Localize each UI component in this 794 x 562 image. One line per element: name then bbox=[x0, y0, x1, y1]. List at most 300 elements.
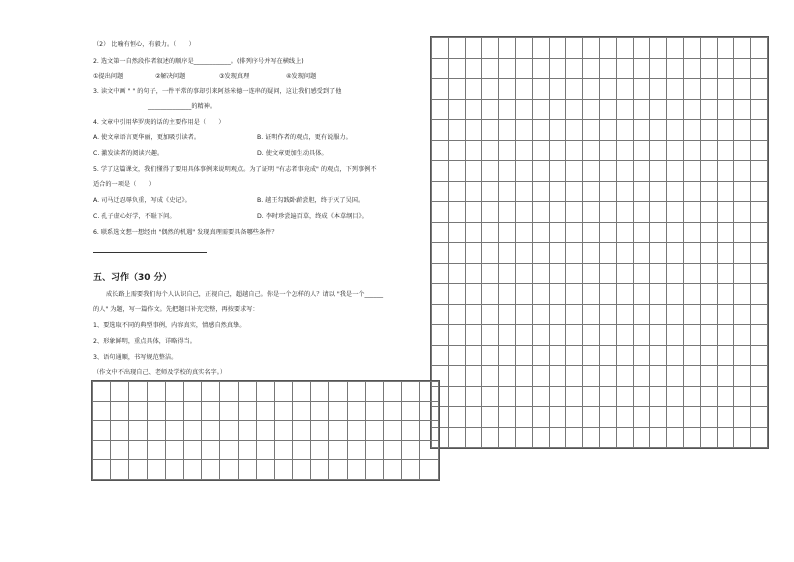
grid-cell[interactable] bbox=[650, 304, 667, 325]
grid-cell[interactable] bbox=[499, 284, 516, 305]
grid-cell[interactable] bbox=[717, 120, 734, 141]
grid-cell[interactable] bbox=[633, 304, 650, 325]
grid-cell[interactable] bbox=[751, 407, 768, 428]
grid-cell[interactable] bbox=[751, 284, 768, 305]
grid-cell[interactable] bbox=[650, 222, 667, 243]
grid-cell[interactable] bbox=[700, 325, 717, 346]
grid-cell[interactable] bbox=[465, 366, 482, 387]
grid-cell[interactable] bbox=[329, 440, 347, 460]
grid-cell[interactable] bbox=[402, 401, 420, 421]
grid-cell[interactable] bbox=[448, 120, 465, 141]
grid-cell[interactable] bbox=[384, 401, 402, 421]
grid-cell[interactable] bbox=[499, 202, 516, 223]
grid-cell[interactable] bbox=[751, 325, 768, 346]
grid-cell[interactable] bbox=[482, 366, 499, 387]
grid-cell[interactable] bbox=[482, 222, 499, 243]
grid-cell[interactable] bbox=[599, 79, 616, 100]
grid-cell[interactable] bbox=[700, 263, 717, 284]
grid-cell[interactable] bbox=[482, 58, 499, 79]
grid-cell[interactable] bbox=[583, 140, 600, 161]
grid-cell[interactable] bbox=[683, 325, 700, 346]
grid-cell[interactable] bbox=[650, 284, 667, 305]
grid-cell[interactable] bbox=[311, 421, 329, 441]
grid-cell[interactable] bbox=[432, 120, 449, 141]
grid-cell[interactable] bbox=[515, 58, 532, 79]
grid-cell[interactable] bbox=[202, 421, 220, 441]
grid-cell[interactable] bbox=[432, 99, 449, 120]
grid-cell[interactable] bbox=[633, 181, 650, 202]
grid-cell[interactable] bbox=[616, 284, 633, 305]
grid-cell[interactable] bbox=[329, 460, 347, 480]
grid-cell[interactable] bbox=[347, 440, 365, 460]
grid-cell[interactable] bbox=[515, 222, 532, 243]
grid-cell[interactable] bbox=[599, 263, 616, 284]
grid-cell[interactable] bbox=[238, 421, 256, 441]
grid-cell[interactable] bbox=[448, 325, 465, 346]
grid-cell[interactable] bbox=[717, 202, 734, 223]
grid-cell[interactable] bbox=[683, 202, 700, 223]
grid-cell[interactable] bbox=[650, 161, 667, 182]
grid-cell[interactable] bbox=[599, 386, 616, 407]
grid-cell[interactable] bbox=[616, 386, 633, 407]
grid-cell[interactable] bbox=[667, 202, 684, 223]
grid-cell[interactable] bbox=[633, 386, 650, 407]
grid-cell[interactable] bbox=[220, 382, 238, 402]
grid-cell[interactable] bbox=[165, 421, 183, 441]
grid-cell[interactable] bbox=[465, 79, 482, 100]
grid-cell[interactable] bbox=[515, 284, 532, 305]
grid-cell[interactable] bbox=[220, 401, 238, 421]
grid-cell[interactable] bbox=[700, 427, 717, 448]
grid-cell[interactable] bbox=[566, 79, 583, 100]
grid-cell[interactable] bbox=[238, 401, 256, 421]
grid-cell[interactable] bbox=[465, 427, 482, 448]
grid-cell[interactable] bbox=[751, 120, 768, 141]
grid-cell[interactable] bbox=[220, 421, 238, 441]
grid-cell[interactable] bbox=[465, 161, 482, 182]
grid-cell[interactable] bbox=[183, 421, 201, 441]
grid-cell[interactable] bbox=[532, 120, 549, 141]
grid-cell[interactable] bbox=[515, 366, 532, 387]
grid-cell[interactable] bbox=[293, 382, 311, 402]
grid-cell[interactable] bbox=[616, 161, 633, 182]
grid-cell[interactable] bbox=[499, 79, 516, 100]
grid-cell[interactable] bbox=[311, 460, 329, 480]
grid-cell[interactable] bbox=[616, 366, 633, 387]
grid-cell[interactable] bbox=[717, 99, 734, 120]
grid-cell[interactable] bbox=[633, 79, 650, 100]
grid-cell[interactable] bbox=[499, 243, 516, 264]
grid-cell[interactable] bbox=[274, 401, 292, 421]
grid-cell[interactable] bbox=[549, 304, 566, 325]
grid-cell[interactable] bbox=[599, 140, 616, 161]
grid-cell[interactable] bbox=[532, 284, 549, 305]
grid-cell[interactable] bbox=[751, 38, 768, 59]
grid-cell[interactable] bbox=[365, 382, 383, 402]
grid-cell[interactable] bbox=[616, 38, 633, 59]
grid-cell[interactable] bbox=[633, 284, 650, 305]
grid-cell[interactable] bbox=[700, 161, 717, 182]
grid-cell[interactable] bbox=[347, 401, 365, 421]
grid-cell[interactable] bbox=[183, 460, 201, 480]
grid-cell[interactable] bbox=[734, 366, 751, 387]
grid-cell[interactable] bbox=[700, 243, 717, 264]
grid-cell[interactable] bbox=[432, 304, 449, 325]
grid-cell[interactable] bbox=[499, 38, 516, 59]
grid-cell[interactable] bbox=[751, 345, 768, 366]
grid-cell[interactable] bbox=[147, 382, 165, 402]
grid-cell[interactable] bbox=[583, 386, 600, 407]
grid-cell[interactable] bbox=[566, 202, 583, 223]
grid-cell[interactable] bbox=[448, 366, 465, 387]
grid-cell[interactable] bbox=[633, 161, 650, 182]
grid-cell[interactable] bbox=[448, 222, 465, 243]
grid-cell[interactable] bbox=[667, 284, 684, 305]
grid-cell[interactable] bbox=[650, 120, 667, 141]
grid-cell[interactable] bbox=[717, 243, 734, 264]
grid-cell[interactable] bbox=[482, 325, 499, 346]
grid-cell[interactable] bbox=[482, 181, 499, 202]
grid-cell[interactable] bbox=[566, 243, 583, 264]
grid-cell[interactable] bbox=[465, 140, 482, 161]
grid-cell[interactable] bbox=[583, 304, 600, 325]
grid-cell[interactable] bbox=[147, 401, 165, 421]
grid-cell[interactable] bbox=[147, 460, 165, 480]
grid-cell[interactable] bbox=[650, 243, 667, 264]
grid-cell[interactable] bbox=[448, 304, 465, 325]
grid-cell[interactable] bbox=[532, 427, 549, 448]
grid-cell[interactable] bbox=[633, 325, 650, 346]
grid-cell[interactable] bbox=[599, 120, 616, 141]
grid-cell[interactable] bbox=[420, 440, 438, 460]
grid-cell[interactable] bbox=[616, 325, 633, 346]
grid-cell[interactable] bbox=[465, 407, 482, 428]
grid-cell[interactable] bbox=[532, 222, 549, 243]
grid-cell[interactable] bbox=[599, 58, 616, 79]
grid-cell[interactable] bbox=[532, 79, 549, 100]
grid-cell[interactable] bbox=[734, 263, 751, 284]
grid-cell[interactable] bbox=[183, 382, 201, 402]
grid-cell[interactable] bbox=[667, 345, 684, 366]
grid-cell[interactable] bbox=[650, 345, 667, 366]
grid-cell[interactable] bbox=[499, 263, 516, 284]
grid-cell[interactable] bbox=[650, 99, 667, 120]
grid-cell[interactable] bbox=[202, 401, 220, 421]
grid-cell[interactable] bbox=[700, 120, 717, 141]
grid-cell[interactable] bbox=[365, 401, 383, 421]
grid-cell[interactable] bbox=[566, 325, 583, 346]
grid-cell[interactable] bbox=[347, 421, 365, 441]
grid-cell[interactable] bbox=[111, 382, 129, 402]
grid-cell[interactable] bbox=[420, 401, 438, 421]
grid-cell[interactable] bbox=[220, 440, 238, 460]
grid-cell[interactable] bbox=[717, 38, 734, 59]
grid-cell[interactable] bbox=[734, 243, 751, 264]
grid-cell[interactable] bbox=[599, 427, 616, 448]
grid-cell[interactable] bbox=[700, 181, 717, 202]
grid-cell[interactable] bbox=[549, 366, 566, 387]
grid-cell[interactable] bbox=[448, 79, 465, 100]
grid-cell[interactable] bbox=[751, 304, 768, 325]
grid-cell[interactable] bbox=[734, 345, 751, 366]
answer-line[interactable] bbox=[93, 252, 207, 253]
grid-cell[interactable] bbox=[633, 99, 650, 120]
grid-cell[interactable] bbox=[515, 263, 532, 284]
grid-cell[interactable] bbox=[93, 421, 111, 441]
grid-cell[interactable] bbox=[583, 366, 600, 387]
grid-cell[interactable] bbox=[549, 79, 566, 100]
grid-cell[interactable] bbox=[499, 304, 516, 325]
grid-cell[interactable] bbox=[683, 284, 700, 305]
grid-cell[interactable] bbox=[700, 38, 717, 59]
grid-cell[interactable] bbox=[549, 222, 566, 243]
grid-cell[interactable] bbox=[274, 382, 292, 402]
grid-cell[interactable] bbox=[93, 382, 111, 402]
grid-cell[interactable] bbox=[683, 222, 700, 243]
grid-cell[interactable] bbox=[734, 38, 751, 59]
grid-cell[interactable] bbox=[616, 79, 633, 100]
grid-cell[interactable] bbox=[683, 58, 700, 79]
grid-cell[interactable] bbox=[482, 38, 499, 59]
grid-cell[interactable] bbox=[683, 38, 700, 59]
grid-cell[interactable] bbox=[274, 460, 292, 480]
grid-cell[interactable] bbox=[751, 366, 768, 387]
grid-cell[interactable] bbox=[515, 161, 532, 182]
grid-cell[interactable] bbox=[465, 325, 482, 346]
grid-cell[interactable] bbox=[566, 161, 583, 182]
grid-cell[interactable] bbox=[751, 222, 768, 243]
grid-cell[interactable] bbox=[751, 161, 768, 182]
grid-cell[interactable] bbox=[499, 325, 516, 346]
grid-cell[interactable] bbox=[549, 140, 566, 161]
grid-cell[interactable] bbox=[515, 202, 532, 223]
grid-cell[interactable] bbox=[700, 140, 717, 161]
grid-cell[interactable] bbox=[566, 58, 583, 79]
grid-cell[interactable] bbox=[532, 325, 549, 346]
grid-cell[interactable] bbox=[402, 421, 420, 441]
grid-cell[interactable] bbox=[165, 440, 183, 460]
grid-cell[interactable] bbox=[667, 161, 684, 182]
grid-cell[interactable] bbox=[566, 304, 583, 325]
grid-cell[interactable] bbox=[717, 304, 734, 325]
grid-cell[interactable] bbox=[549, 386, 566, 407]
grid-cell[interactable] bbox=[465, 243, 482, 264]
grid-cell[interactable] bbox=[448, 202, 465, 223]
grid-cell[interactable] bbox=[549, 58, 566, 79]
grid-cell[interactable] bbox=[432, 263, 449, 284]
grid-cell[interactable] bbox=[717, 140, 734, 161]
grid-cell[interactable] bbox=[650, 38, 667, 59]
grid-cell[interactable] bbox=[482, 304, 499, 325]
grid-cell[interactable] bbox=[700, 304, 717, 325]
grid-cell[interactable] bbox=[384, 440, 402, 460]
grid-cell[interactable] bbox=[432, 140, 449, 161]
grid-cell[interactable] bbox=[329, 401, 347, 421]
grid-cell[interactable] bbox=[566, 386, 583, 407]
grid-cell[interactable] bbox=[683, 386, 700, 407]
grid-cell[interactable] bbox=[532, 202, 549, 223]
grid-cell[interactable] bbox=[482, 284, 499, 305]
grid-cell[interactable] bbox=[256, 440, 274, 460]
grid-cell[interactable] bbox=[566, 222, 583, 243]
grid-cell[interactable] bbox=[667, 304, 684, 325]
grid-cell[interactable] bbox=[465, 58, 482, 79]
grid-cell[interactable] bbox=[734, 58, 751, 79]
grid-cell[interactable] bbox=[365, 460, 383, 480]
grid-cell[interactable] bbox=[683, 366, 700, 387]
grid-cell[interactable] bbox=[448, 386, 465, 407]
grid-cell[interactable] bbox=[566, 38, 583, 59]
grid-cell[interactable] bbox=[734, 79, 751, 100]
grid-cell[interactable] bbox=[700, 99, 717, 120]
grid-cell[interactable] bbox=[347, 460, 365, 480]
grid-cell[interactable] bbox=[402, 382, 420, 402]
grid-cell[interactable] bbox=[420, 460, 438, 480]
grid-cell[interactable] bbox=[633, 263, 650, 284]
grid-cell[interactable] bbox=[566, 407, 583, 428]
grid-cell[interactable] bbox=[734, 181, 751, 202]
grid-cell[interactable] bbox=[465, 202, 482, 223]
grid-cell[interactable] bbox=[599, 304, 616, 325]
grid-cell[interactable] bbox=[448, 243, 465, 264]
grid-cell[interactable] bbox=[311, 382, 329, 402]
grid-cell[interactable] bbox=[432, 222, 449, 243]
grid-cell[interactable] bbox=[448, 427, 465, 448]
grid-cell[interactable] bbox=[448, 161, 465, 182]
grid-cell[interactable] bbox=[717, 263, 734, 284]
grid-cell[interactable] bbox=[329, 421, 347, 441]
grid-cell[interactable] bbox=[165, 382, 183, 402]
grid-cell[interactable] bbox=[515, 427, 532, 448]
grid-cell[interactable] bbox=[499, 427, 516, 448]
grid-cell[interactable] bbox=[650, 202, 667, 223]
grid-cell[interactable] bbox=[432, 38, 449, 59]
grid-cell[interactable] bbox=[734, 325, 751, 346]
grid-cell[interactable] bbox=[499, 161, 516, 182]
grid-cell[interactable] bbox=[583, 58, 600, 79]
grid-cell[interactable] bbox=[384, 382, 402, 402]
grid-cell[interactable] bbox=[432, 202, 449, 223]
grid-cell[interactable] bbox=[583, 38, 600, 59]
grid-cell[interactable] bbox=[515, 345, 532, 366]
grid-cell[interactable] bbox=[633, 243, 650, 264]
grid-cell[interactable] bbox=[667, 427, 684, 448]
grid-cell[interactable] bbox=[293, 460, 311, 480]
grid-cell[interactable] bbox=[499, 140, 516, 161]
grid-cell[interactable] bbox=[650, 427, 667, 448]
grid-cell[interactable] bbox=[448, 263, 465, 284]
grid-cell[interactable] bbox=[683, 120, 700, 141]
grid-cell[interactable] bbox=[448, 181, 465, 202]
grid-cell[interactable] bbox=[734, 99, 751, 120]
grid-cell[interactable] bbox=[499, 120, 516, 141]
grid-cell[interactable] bbox=[683, 79, 700, 100]
grid-cell[interactable] bbox=[583, 407, 600, 428]
grid-cell[interactable] bbox=[499, 345, 516, 366]
grid-cell[interactable] bbox=[432, 284, 449, 305]
grid-cell[interactable] bbox=[683, 345, 700, 366]
grid-cell[interactable] bbox=[532, 345, 549, 366]
grid-cell[interactable] bbox=[499, 366, 516, 387]
grid-cell[interactable] bbox=[448, 140, 465, 161]
grid-cell[interactable] bbox=[432, 161, 449, 182]
grid-cell[interactable] bbox=[583, 202, 600, 223]
grid-cell[interactable] bbox=[220, 460, 238, 480]
grid-cell[interactable] bbox=[700, 222, 717, 243]
grid-cell[interactable] bbox=[650, 366, 667, 387]
grid-cell[interactable] bbox=[549, 284, 566, 305]
grid-cell[interactable] bbox=[583, 120, 600, 141]
grid-cell[interactable] bbox=[165, 460, 183, 480]
grid-cell[interactable] bbox=[616, 181, 633, 202]
grid-cell[interactable] bbox=[683, 161, 700, 182]
grid-cell[interactable] bbox=[256, 421, 274, 441]
grid-cell[interactable] bbox=[532, 243, 549, 264]
grid-cell[interactable] bbox=[515, 325, 532, 346]
grid-cell[interactable] bbox=[448, 38, 465, 59]
grid-cell[interactable] bbox=[256, 382, 274, 402]
grid-cell[interactable] bbox=[566, 284, 583, 305]
grid-cell[interactable] bbox=[293, 401, 311, 421]
grid-cell[interactable] bbox=[616, 243, 633, 264]
grid-cell[interactable] bbox=[549, 243, 566, 264]
grid-cell[interactable] bbox=[751, 427, 768, 448]
grid-cell[interactable] bbox=[549, 407, 566, 428]
grid-cell[interactable] bbox=[465, 120, 482, 141]
grid-cell[interactable] bbox=[583, 284, 600, 305]
grid-cell[interactable] bbox=[515, 304, 532, 325]
grid-cell[interactable] bbox=[717, 181, 734, 202]
grid-cell[interactable] bbox=[583, 325, 600, 346]
grid-cell[interactable] bbox=[717, 345, 734, 366]
grid-cell[interactable] bbox=[599, 243, 616, 264]
grid-cell[interactable] bbox=[329, 382, 347, 402]
grid-cell[interactable] bbox=[667, 407, 684, 428]
grid-cell[interactable] bbox=[532, 366, 549, 387]
grid-cell[interactable] bbox=[347, 382, 365, 402]
grid-cell[interactable] bbox=[667, 263, 684, 284]
grid-cell[interactable] bbox=[751, 263, 768, 284]
grid-cell[interactable] bbox=[448, 345, 465, 366]
grid-cell[interactable] bbox=[751, 386, 768, 407]
grid-cell[interactable] bbox=[667, 79, 684, 100]
grid-cell[interactable] bbox=[420, 382, 438, 402]
grid-cell[interactable] bbox=[683, 243, 700, 264]
grid-cell[interactable] bbox=[384, 421, 402, 441]
grid-cell[interactable] bbox=[183, 401, 201, 421]
grid-cell[interactable] bbox=[482, 140, 499, 161]
grid-cell[interactable] bbox=[751, 202, 768, 223]
grid-cell[interactable] bbox=[734, 386, 751, 407]
grid-cell[interactable] bbox=[566, 99, 583, 120]
grid-cell[interactable] bbox=[700, 345, 717, 366]
grid-cell[interactable] bbox=[751, 99, 768, 120]
grid-cell[interactable] bbox=[432, 58, 449, 79]
grid-cell[interactable] bbox=[532, 181, 549, 202]
writing-grid-bottom[interactable] bbox=[91, 380, 440, 481]
grid-cell[interactable] bbox=[532, 99, 549, 120]
grid-cell[interactable] bbox=[633, 366, 650, 387]
grid-cell[interactable] bbox=[465, 386, 482, 407]
grid-cell[interactable] bbox=[432, 243, 449, 264]
grid-cell[interactable] bbox=[583, 345, 600, 366]
grid-cell[interactable] bbox=[515, 407, 532, 428]
grid-cell[interactable] bbox=[583, 222, 600, 243]
grid-cell[interactable] bbox=[129, 401, 147, 421]
grid-cell[interactable] bbox=[667, 386, 684, 407]
grid-cell[interactable] bbox=[616, 304, 633, 325]
grid-cell[interactable] bbox=[616, 222, 633, 243]
